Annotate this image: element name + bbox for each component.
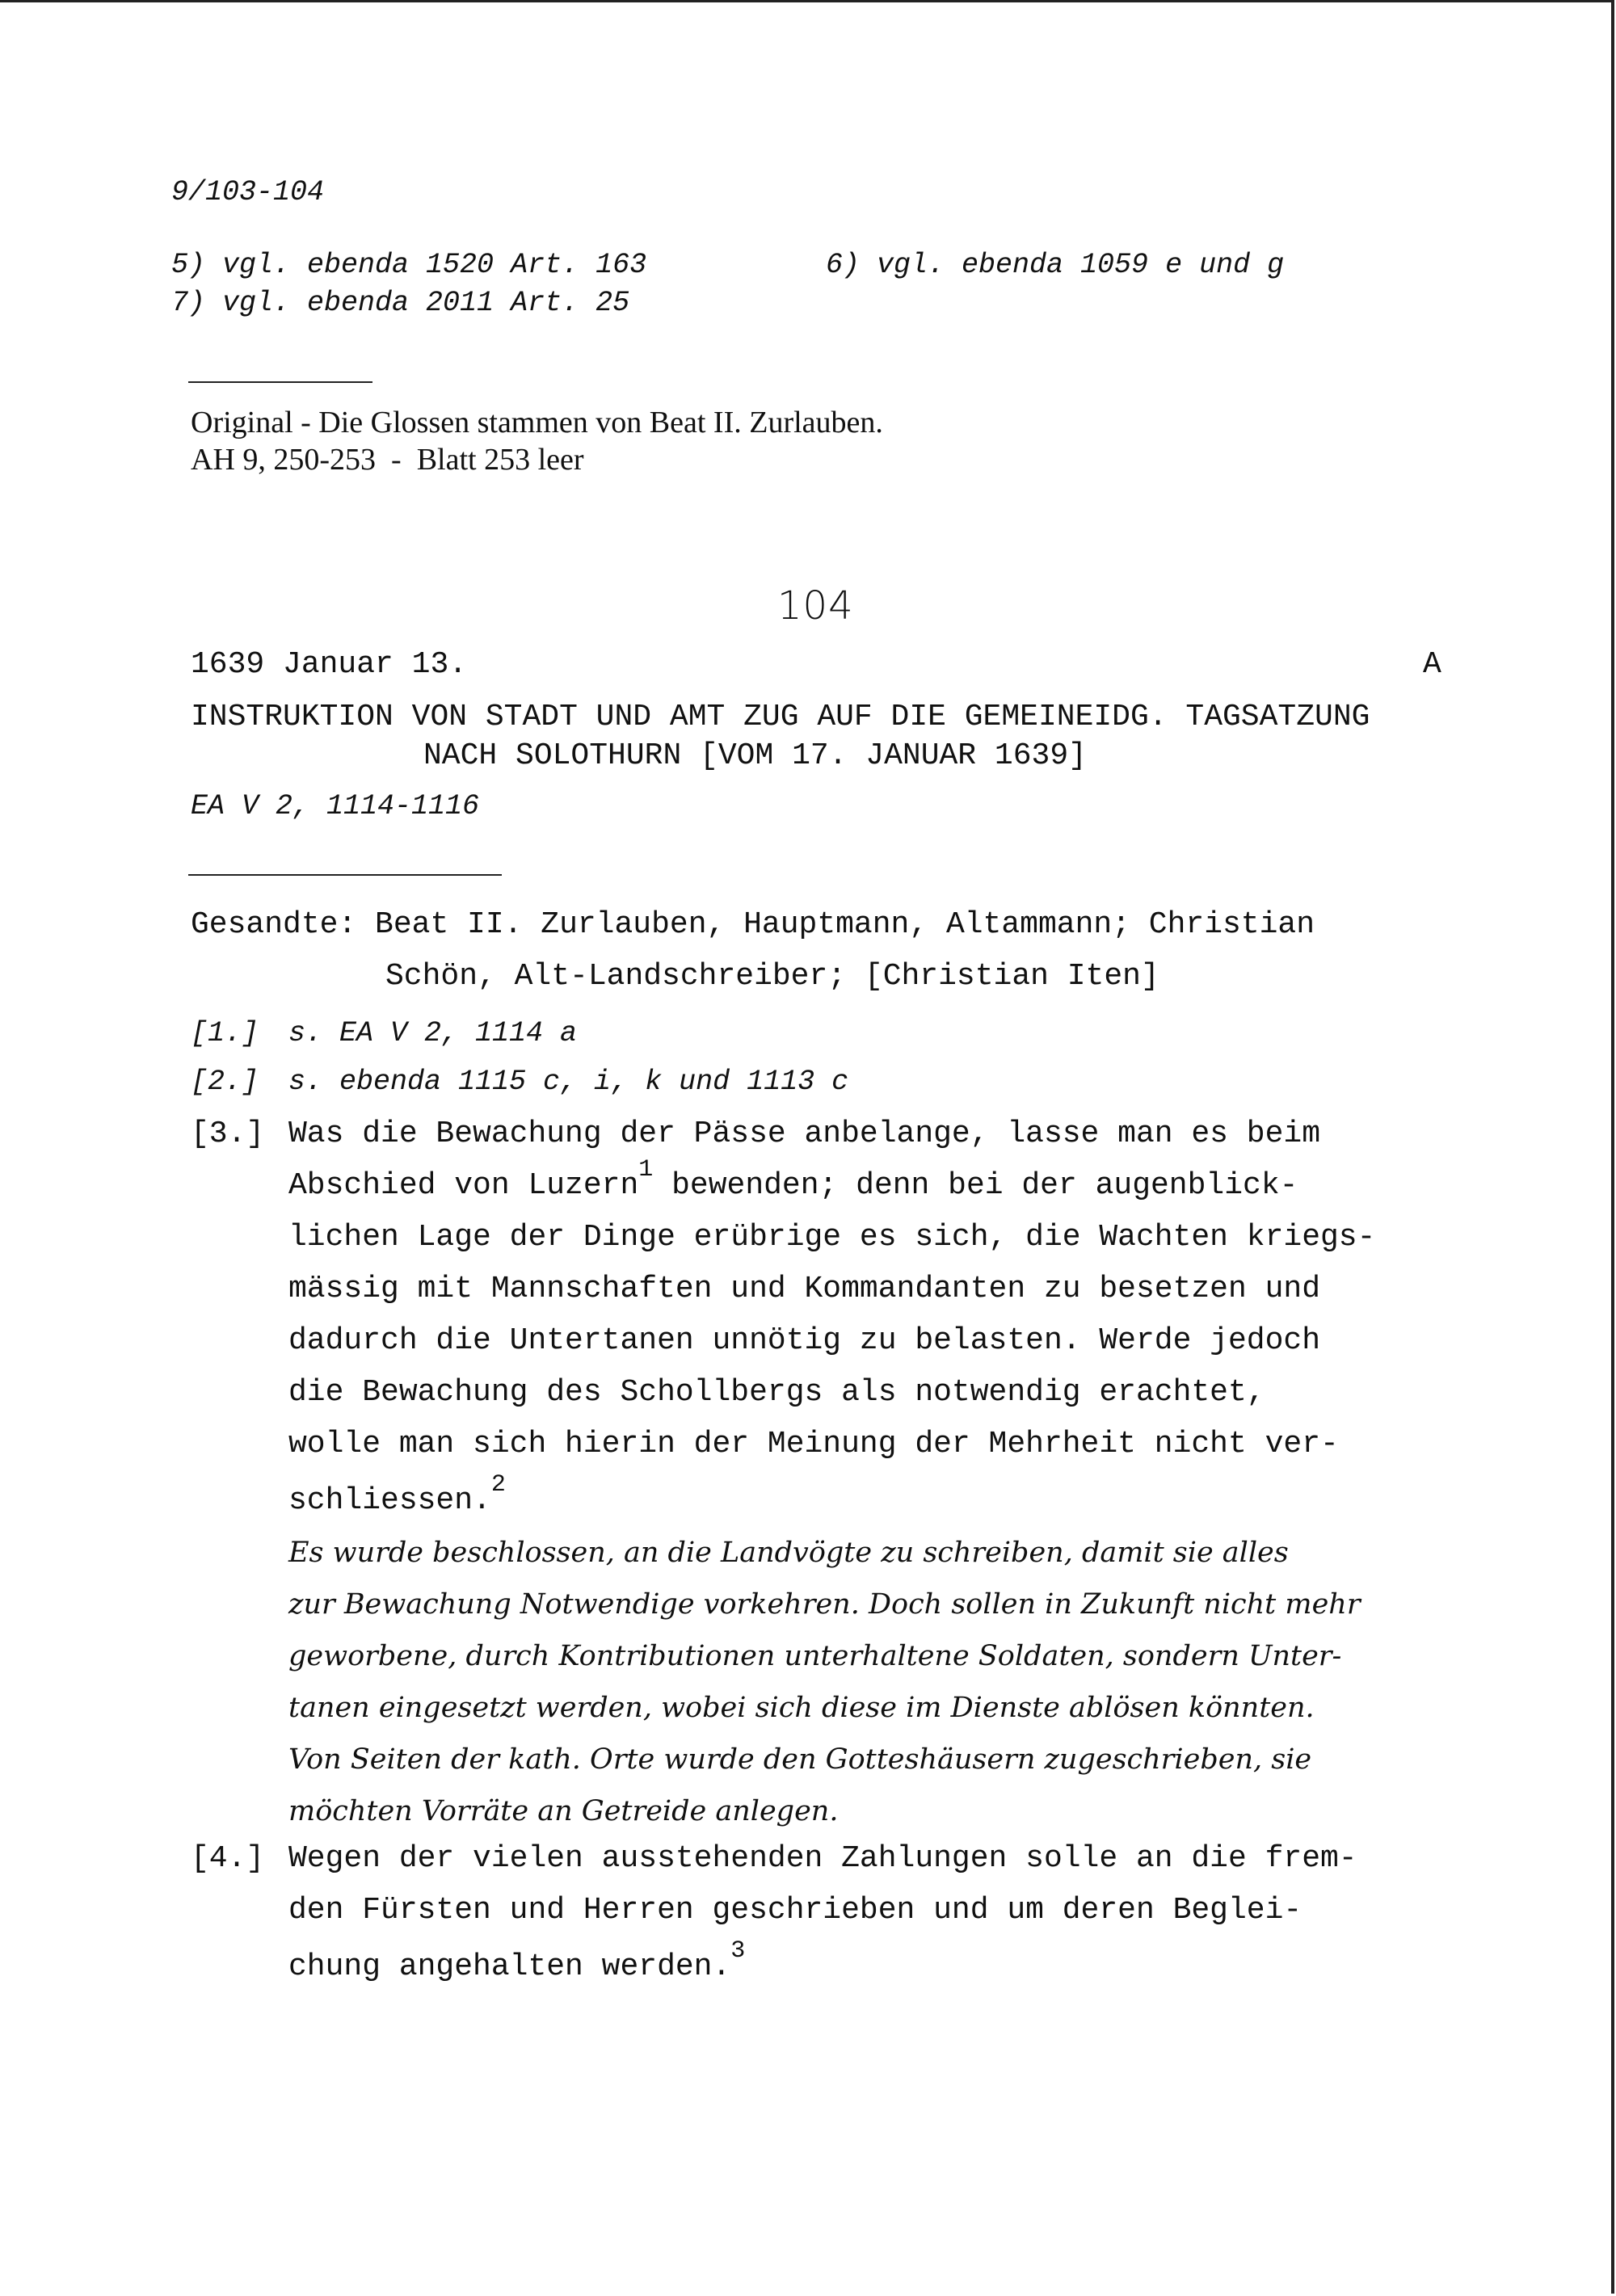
item3-line8-text: schliessen. <box>288 1483 491 1518</box>
item3-line2 <box>288 1156 1298 1206</box>
item3-line6: die Bewachung des Schollbergs als notwendig erachtet, <box>288 1375 1265 1410</box>
gloss-line4: tanen eingesetzt werden, wobei sich diese im Dienste ablösen könnten. <box>288 1692 1315 1724</box>
gloss-line1: Es wurde beschlossen, an die Landvögte zu schreiben, damit sie alles <box>288 1537 1289 1569</box>
item-number-1: [1.] <box>191 1017 259 1049</box>
footnote-mark-2: 2 <box>490 1471 506 1499</box>
item3-line4: mässig mit Mannschaften und Kommandanten zu besetzen und <box>288 1272 1321 1306</box>
gloss-line3: geworbene, durch Kontributionen unterhaltene Soldaten, sondern Unter- <box>288 1640 1342 1672</box>
item-text-1: s. EA V 2, 1114 a <box>288 1017 578 1049</box>
source-note-line1: Original - Die Glossen stammen von Beat II. Zurlauben. <box>191 406 883 439</box>
gloss-line6: möchten Vorräte an Getreide anlegen. <box>288 1795 839 1827</box>
item-text-2: s. ebenda 1115 c, i, k und 1113 c <box>288 1066 849 1098</box>
item-number-3: [3.] <box>191 1116 265 1151</box>
item3-line8 <box>288 1471 506 1521</box>
document-title-line2: NACH SOLOTHURN [VOM 17. JANUAR 1639] <box>423 738 1087 773</box>
separator-rule <box>188 874 502 876</box>
gloss-line2: zur Bewachung Notwendige vorkehren. Doch sollen in Zukunft nicht mehr <box>288 1588 1361 1621</box>
gloss-line5: Von Seiten der kath. Orte wurde den Gotteshäusern zugeschrieben, sie <box>288 1743 1312 1776</box>
envoys-line2: Schön, Alt-Landschreiber; [Christian Iten] <box>385 959 1159 994</box>
envoys-line1: Gesandte: Beat II. Zurlauben, Hauptmann, Altammann; Christian <box>191 907 1315 942</box>
item3-line2-text-cont: bewenden; denn bei der augenblick- <box>653 1168 1298 1203</box>
separator-rule <box>188 381 372 383</box>
item3-line1: Was die Bewachung der Pässe anbelange, lasse man es beim <box>288 1116 1321 1151</box>
item3-line7: wolle man sich hierin der Meinung der Mehrheit nicht ver- <box>288 1427 1339 1461</box>
item4-line3-text: chung angehalten werden. <box>288 1949 731 1984</box>
item4-line2: den Fürsten und Herren geschrieben und um deren Beglei- <box>288 1893 1302 1928</box>
document-date: 1639 Januar 13. <box>191 647 468 682</box>
item3-line5: dadurch die Untertanen unnötig zu belasten. Werde jedoch <box>288 1323 1321 1358</box>
item4-line1: Wegen der vielen ausstehenden Zahlungen solle an die frem- <box>288 1841 1357 1876</box>
footnote-mark-1: 1 <box>638 1156 654 1184</box>
footnote-5: 5) vgl. ebenda 1520 Art. 163 <box>171 249 647 281</box>
footnote-mark-3: 3 <box>730 1937 746 1965</box>
footnote-6: 6) vgl. ebenda 1059 e und g <box>826 249 1285 281</box>
item-number-2: [2.] <box>191 1066 259 1098</box>
document-number: 104 <box>777 583 854 629</box>
footnote-7: 7) vgl. ebenda 2011 Art. 25 <box>171 287 630 319</box>
document-type-letter: A <box>1423 647 1441 682</box>
item-number-4: [4.] <box>191 1841 265 1876</box>
document-reference: EA V 2, 1114-1116 <box>191 790 480 822</box>
item3-line3: lichen Lage der Dinge erübrige es sich, die Wachten kriegs- <box>288 1220 1376 1255</box>
document-title-line1: INSTRUKTION VON STADT UND AMT ZUG AUF DIE GEMEINEIDG. TAGSATZUNG <box>191 700 1370 734</box>
item4-line3 <box>288 1937 746 1987</box>
item3-line2-text: Abschied von Luzern <box>288 1168 639 1203</box>
page-reference: 9/103-104 <box>171 176 325 208</box>
source-note-line2: AH 9, 250-253 - Blatt 253 leer <box>191 443 584 477</box>
